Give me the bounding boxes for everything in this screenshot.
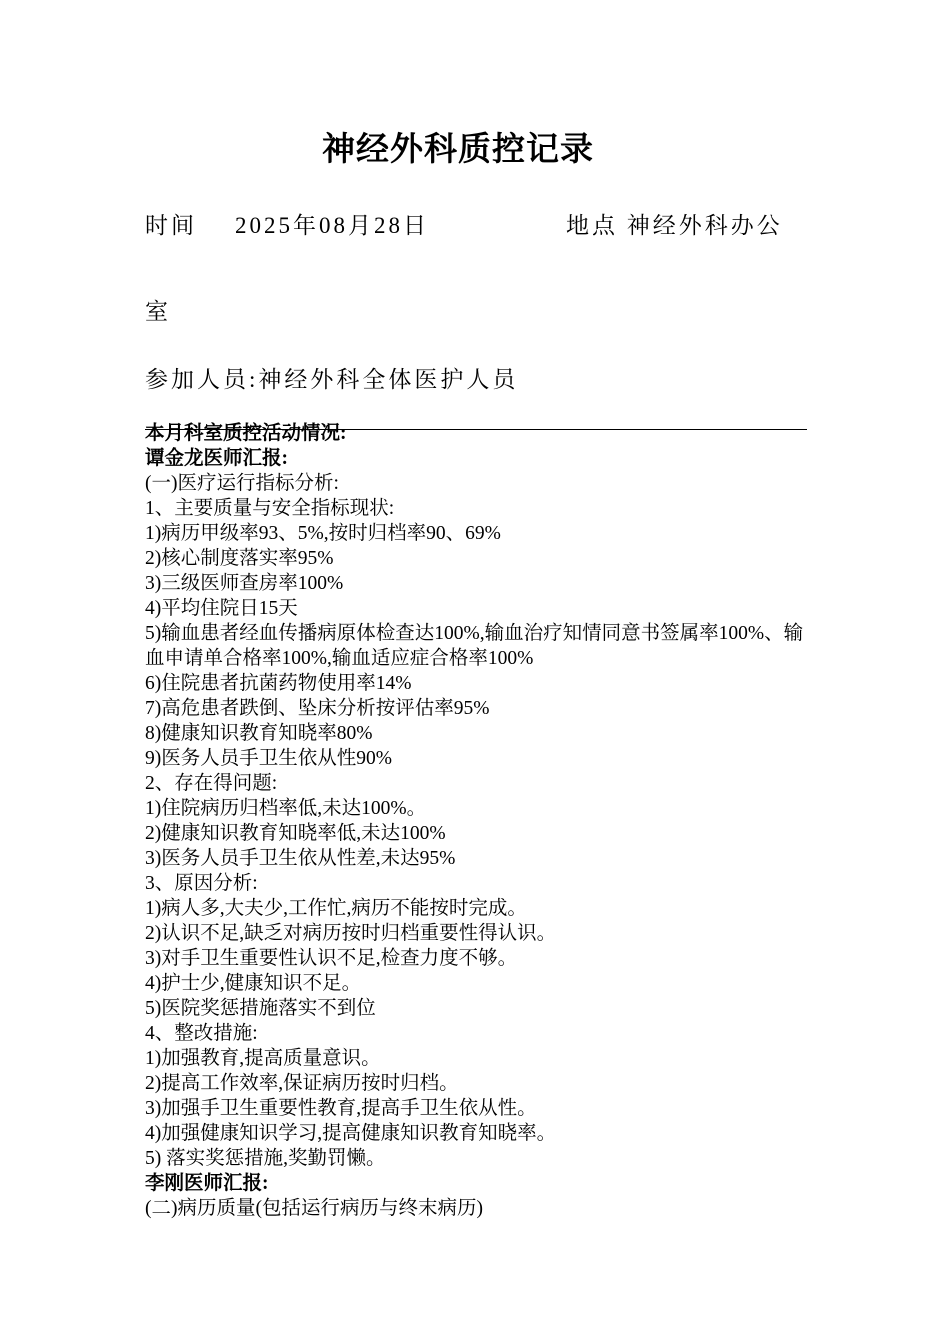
report-line: 1)病历甲级率93、5%,按时归档率90、69%: [145, 523, 501, 544]
document-title: 神经外科质控记录: [322, 132, 594, 168]
report-line: 3)医务人员手卫生依从性差,未达95%: [145, 848, 456, 869]
report-line: 1)住院病历归档率低,未达100%。: [145, 798, 427, 819]
report-line: 4)平均住院日15天: [145, 598, 298, 619]
report-line: 2)核心制度落实率95%: [145, 548, 334, 569]
report-line: 8)健康知识教育知晓率80%: [145, 723, 373, 744]
report-line: 4)加强健康知识学习,提高健康知识教育知晓率。: [145, 1123, 557, 1144]
meeting-time: [145, 210, 429, 242]
report-line: 1)病人多,大夫少,工作忙,病历不能按时完成。: [145, 898, 527, 919]
report-line: 2)健康知识教育知晓率低,未达100%: [145, 823, 446, 844]
section-heading: 李刚医师汇报:: [145, 1173, 269, 1194]
report-line: 5)输血患者经血传播病原体检查达100%,输血治疗知情同意书签属率100%、输血申请单合格率100%,输血适应症合格率100%: [145, 623, 804, 669]
location-value-continued: 室: [145, 299, 171, 324]
report-line: 9)医务人员手卫生依从性90%: [145, 748, 392, 769]
location-value: 神经外科办公: [626, 213, 783, 238]
report-line: 2)提高工作效率,保证病历按时归档。: [145, 1073, 459, 1094]
report-line: 2、存在得问题:: [145, 773, 278, 794]
report-line: 5) 落实奖惩措施,奖勤罚懒。: [145, 1148, 386, 1169]
report-body: [145, 421, 810, 1221]
meeting-location: [566, 210, 783, 242]
report-line: 5)医院奖惩措施落实不到位: [145, 998, 376, 1019]
report-line: 3)对手卫生重要性认识不足,检查力度不够。: [145, 948, 518, 969]
report-line: 3、原因分析:: [145, 873, 258, 894]
report-line: 3)加强手卫生重要性教育,提高手卫生依从性。: [145, 1098, 537, 1119]
time-label: 时间: [145, 213, 197, 238]
section-heading: 本月科室质控活动情况:: [145, 423, 347, 444]
time-value: 2025年08月28日: [235, 213, 429, 238]
report-line: 1)加强教育,提高质量意识。: [145, 1048, 381, 1069]
report-line: 4)护士少,健康知识不足。: [145, 973, 362, 994]
report-line: (二)病历质量(包括运行病历与终末病历): [145, 1198, 483, 1219]
report-line: 2)认识不足,缺乏对病历按时归档重要性得认识。: [145, 923, 557, 944]
report-line: 7)高危患者跌倒、坠床分析按评估率95%: [145, 698, 490, 719]
location-label: 地点: [566, 213, 618, 238]
report-line: 6)住院患者抗菌药物使用率14%: [145, 673, 412, 694]
report-line: (一)医疗运行指标分析:: [145, 473, 339, 494]
section-heading: 谭金龙医师汇报:: [145, 448, 288, 469]
report-line: 3)三级医师查房率100%: [145, 573, 344, 594]
attendees: 参加人员:神经外科全体医护人员: [145, 367, 519, 392]
report-line: 1、主要质量与安全指标现状:: [145, 498, 395, 519]
report-line: 4、整改措施:: [145, 1023, 258, 1044]
